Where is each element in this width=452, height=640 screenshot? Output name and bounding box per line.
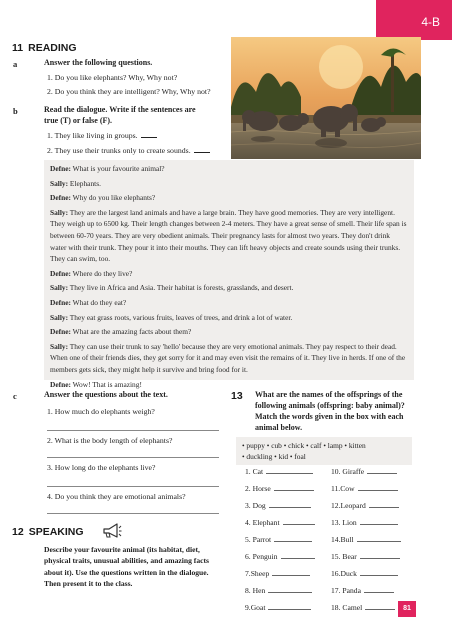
answer-blank[interactable] — [365, 609, 395, 610]
unit-tab — [376, 0, 452, 40]
animal-item — [245, 501, 311, 510]
dialogue-line — [50, 341, 408, 376]
animal-label: 1. Cat — [245, 467, 264, 476]
animal-item — [331, 552, 400, 561]
answer-blank[interactable] — [358, 490, 398, 491]
dialogue-text: What do they eat? — [70, 297, 127, 307]
dialogue-line — [50, 312, 408, 324]
dialogue-line — [50, 178, 408, 190]
animal-item — [331, 569, 398, 578]
answer-blank[interactable] — [369, 507, 399, 508]
word-box — [236, 437, 412, 465]
animal-label: 10. Giraffe — [331, 467, 365, 476]
elephants-photo — [231, 37, 421, 159]
animal-label: 8. Hen — [245, 586, 266, 595]
part-b-title-1: Read the dialogue. Write if the sentences are — [44, 105, 196, 114]
dialogue-text: They live in Africa and Asia. Their habitat is forests, grasslands, and desert. — [68, 283, 294, 293]
dialogue-line — [50, 379, 408, 391]
part-c-title: Answer the questions about the text. — [44, 390, 168, 399]
answer-blank[interactable] — [274, 541, 312, 542]
animal-label: 4. Elephant — [245, 518, 280, 527]
offspring-title-4: animal below. — [255, 423, 303, 432]
part-c-q1: 1. How much do elephants weigh? — [47, 407, 155, 416]
dialogue-text: Elephants. — [68, 178, 101, 188]
part-b-title-2: true (T) or false (F). — [44, 116, 113, 125]
answer-blank[interactable] — [274, 490, 314, 491]
speaker-label: Defne: — [50, 327, 71, 337]
speaker-label: Sally: — [50, 178, 69, 188]
answer-blank[interactable] — [360, 575, 398, 576]
dialogue-text: They eat grass roots, various fruits, leaves of trees, and drink a lot of water. — [68, 312, 293, 322]
animal-label: 13. Lion — [331, 518, 357, 527]
answer-blank[interactable] — [281, 558, 315, 559]
page-number: 81 — [398, 601, 416, 617]
animal-label: 15. Bear — [331, 552, 357, 561]
answer-line[interactable] — [47, 513, 219, 514]
animal-label: 3. Dog — [245, 501, 266, 510]
animal-item — [331, 586, 394, 595]
animal-label: 16.Duck — [331, 569, 357, 578]
megaphone-icon — [102, 523, 122, 539]
answer-blank[interactable] — [360, 558, 400, 559]
animal-label: 7.Sheep — [245, 569, 270, 578]
animal-item — [331, 518, 398, 527]
animal-item — [245, 484, 314, 493]
animal-item — [331, 535, 401, 544]
answer-blank[interactable] — [268, 592, 312, 593]
animal-label: 18. Camel — [331, 603, 363, 612]
speaker-label: Defne: — [50, 297, 71, 307]
animal-label: 14.Bull — [331, 535, 354, 544]
speaker-label: Defne: — [50, 379, 71, 389]
speaker-label: Sally: — [50, 312, 69, 322]
dialogue-text: Why do you like elephants? — [70, 193, 156, 203]
animal-label: 12.Leopard — [331, 501, 366, 510]
answer-blank[interactable] — [360, 524, 398, 525]
speaker-label: Sally: — [50, 207, 69, 217]
part-b-s1 — [47, 131, 157, 140]
answer-blank[interactable] — [364, 592, 394, 593]
speaking-description: Describe your favourite animal (its habitat, diet, physical traits, unusual abilities, and amazing facts about it). Use the questions written in the dialogue. Then present it to the class. — [44, 545, 209, 588]
dialogue-text: Wow! That is amazing! — [70, 379, 142, 389]
speaking-number: 12 — [12, 526, 24, 538]
dialogue-box — [44, 160, 414, 389]
part-a-q2: 2. Do you think they are intelligent? Why, Why not? — [47, 87, 211, 96]
animal-item — [245, 569, 310, 578]
answer-blank[interactable] — [266, 473, 313, 474]
answer-line[interactable] — [47, 430, 219, 431]
speaker-label: Defne: — [50, 268, 71, 278]
animal-item — [245, 552, 315, 561]
dialogue-line — [50, 268, 408, 280]
dialogue-line — [50, 192, 408, 204]
animal-label: 9.Goat — [245, 603, 266, 612]
dialogue-text: What are the amazing facts about them? — [70, 327, 192, 337]
part-b-s1-text: 1. They like living in groups. — [47, 131, 138, 140]
dialogue-line — [50, 326, 408, 338]
animal-item — [245, 467, 313, 476]
offspring-number: 13 — [231, 390, 243, 402]
answer-blank[interactable] — [141, 137, 157, 138]
answer-blank[interactable] — [367, 473, 397, 474]
reading-title: READING — [28, 42, 77, 54]
animal-item — [331, 467, 397, 476]
dialogue-line — [50, 163, 408, 175]
dialogue-line — [50, 297, 408, 309]
offspring-title-3: Match the words given in the box with each — [255, 412, 404, 421]
dialogue-text: They are the largest land animals and have a large brain. They have good memories. They are very intelligent. They weigh up to 6500 kg. Their length changes between 2-4 meters. They have a great sense of smell. Their life span is between 60-70 years. They are very obedient animals. Their pregnancy lasts for almost two years. They don't drink water with their trunk. They pour it into their mouths. They can lift heavy objects and create sounds using their trunks. They can swim, too. — [50, 207, 407, 264]
dialogue-text: What is your favourite animal? — [70, 164, 165, 173]
answer-blank[interactable] — [272, 575, 310, 576]
part-a-q1: 1. Do you like elephants? Why, Why not? — [47, 73, 178, 82]
part-a-letter: a — [13, 59, 18, 69]
speaker-label: Sally: — [50, 341, 69, 351]
speaking-heading — [12, 526, 84, 538]
offspring-title-1: What are the names of the offsprings of the — [255, 390, 403, 399]
reading-number: 11 — [12, 42, 24, 54]
animal-label: 2. Horse — [245, 484, 271, 493]
answer-blank[interactable] — [283, 524, 315, 525]
animal-item — [245, 603, 311, 612]
speaker-label: Defne: — [50, 164, 71, 173]
word-box-line-1: • puppy • cub • chick • calf • lamp • kitten — [242, 441, 366, 450]
answer-blank[interactable] — [194, 152, 210, 153]
unit-tab-label: 4-B — [421, 15, 440, 29]
answer-blank[interactable] — [269, 507, 311, 508]
speaking-title: SPEAKING — [28, 526, 84, 538]
part-b-letter: b — [13, 106, 18, 116]
speaker-label: Defne: — [50, 193, 71, 203]
answer-blank[interactable] — [357, 541, 401, 542]
animal-item — [245, 535, 312, 544]
reading-heading — [12, 42, 77, 54]
animal-item — [331, 603, 395, 612]
part-c-q3: 3. How long do the elephants live? — [47, 463, 156, 472]
animal-item — [331, 501, 399, 510]
part-b-s2-text: 2. They use their trunks only to create sounds. — [47, 146, 191, 155]
animal-label: 11.Cow — [331, 484, 355, 493]
dialogue-text: They can use their trunk to say 'hello' because they are very emotional animals. They pay respect to their dead. When one of their friends dies, they get sorry for it and may even visit the remains of it. They live in herds. If one of the members gets sick, they might help it survive and bring food for it. — [50, 341, 406, 374]
offspring-title-2: following animals (offspring: baby animal)? — [255, 401, 405, 410]
part-c-letter: c — [13, 391, 17, 401]
answer-line[interactable] — [47, 486, 219, 487]
word-box-line-2: • duckling • kid • foal — [242, 452, 306, 461]
answer-blank[interactable] — [268, 609, 311, 610]
part-c-q2: 2. What is the body length of elephants? — [47, 436, 173, 445]
animal-label: 6. Penguin — [245, 552, 278, 561]
dialogue-text: Where do they live? — [70, 268, 133, 278]
animal-label: 17. Panda — [331, 586, 361, 595]
part-a-title: Answer the following questions. — [44, 58, 153, 67]
speaker-label: Sally: — [50, 283, 69, 293]
part-c-q4: 4. Do you think they are emotional animals? — [47, 492, 186, 501]
answer-line[interactable] — [47, 457, 219, 458]
dialogue-line — [50, 282, 408, 294]
dialogue-line — [50, 207, 408, 265]
animal-item — [245, 586, 312, 595]
animal-label: 5. Parrot — [245, 535, 272, 544]
part-b-s2 — [47, 146, 210, 155]
animal-item — [245, 518, 315, 527]
animal-item — [331, 484, 398, 493]
